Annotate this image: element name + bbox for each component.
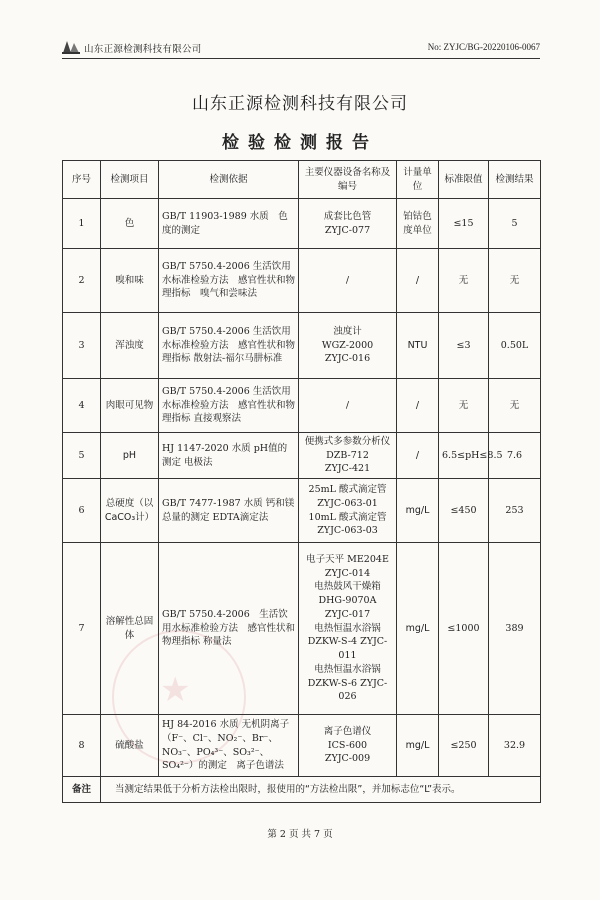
header-seq: 序号 — [63, 161, 101, 199]
row-unit: mg/L — [397, 543, 439, 715]
instrument-line: 便携式多参数分析仪 DZB-712 — [304, 435, 391, 461]
row-instrument — [299, 313, 397, 379]
table-row — [63, 249, 541, 313]
row-instrument — [299, 543, 397, 715]
remark-text: 当测定结果低于分析方法检出限时，报使用的“方法检出限”，并加标志位“L”表示。 — [101, 777, 541, 803]
header-company-name: 山东正源检测科技有限公司 — [84, 44, 202, 55]
instrument-line: 成套比色管 — [323, 210, 372, 222]
row-result: 0.50L — [489, 313, 541, 379]
instrument-line: 10mL 酸式滴定管 — [308, 511, 387, 523]
row-result: 253 — [489, 479, 541, 543]
row-basis: GB/T 5750.4-2006 生活饮用水标准检验方法 感官性状和物理指标 嗅气和尝味法 — [159, 249, 299, 313]
instrument-line: ZYJC-009 — [324, 753, 371, 765]
row-unit: mg/L — [397, 479, 439, 543]
instrument-line: / — [345, 399, 350, 411]
header-item: 检测项目 — [101, 161, 159, 199]
instrument-line: ICS-600 — [327, 739, 368, 751]
header-unit: 计量单位 — [397, 161, 439, 199]
row-item: 浑浊度 — [101, 313, 159, 379]
header-instrument: 主要仪器设备名称及编号 — [299, 161, 397, 199]
row-item: 溶解性总固体 — [101, 543, 159, 715]
row-result: 无 — [489, 379, 541, 433]
instrument-line: ZYJC-421 — [324, 463, 371, 475]
row-basis: GB/T 11903-1989 水质 色度的测定 — [159, 199, 299, 249]
test-results-table — [62, 160, 541, 803]
row-limit: 无 — [439, 249, 489, 313]
table-row — [63, 199, 541, 249]
instrument-line: / — [345, 274, 350, 286]
row-item: 肉眼可见物 — [101, 379, 159, 433]
star-icon: ★ — [160, 670, 191, 710]
remark-row — [63, 777, 541, 803]
row-seq: 8 — [63, 715, 101, 777]
row-basis: GB/T 7477-1987 水质 钙和镁总量的测定 EDTA滴定法 — [159, 479, 299, 543]
row-basis: GB/T 5750.4-2006 生活饮用水标准检验方法 感官性状和物理指标 散射法-福尔马肼标准 — [159, 313, 299, 379]
instrument-line: ZYJC-063-01 — [317, 497, 378, 509]
table-row — [63, 543, 541, 715]
report-number: No: ZYJC/BG-20220106-0067 — [427, 42, 540, 52]
row-basis: HJ 84-2016 水质 无机阴离子（F⁻、Cl⁻、NO₂⁻、Br⁻、NO₃⁻、PO₄³⁻、SO₃²⁻、SO₄²⁻）的测定 离子色谱法 — [159, 715, 299, 777]
instrument-line: 离子色谱仪 — [323, 725, 372, 737]
page-header — [62, 38, 540, 59]
row-item: 色 — [101, 199, 159, 249]
header-basis: 检测依据 — [159, 161, 299, 199]
row-basis: GB/T 5750.4-2006 生活饮用水标准检验方法 感官性状和物理指标 直接观察法 — [159, 379, 299, 433]
instrument-line: ZYJC-063-03 — [317, 525, 378, 537]
table-row — [63, 379, 541, 433]
row-basis: HJ 1147-2020 水质 pH值的测定 电极法 — [159, 433, 299, 479]
table-row — [63, 715, 541, 777]
header-limit: 标准限值 — [439, 161, 489, 199]
instrument-line: DHG-9070A — [318, 595, 377, 607]
instrument-line: 电子天平 ME204E — [306, 553, 389, 565]
row-item: 总硬度（以CaCO₃计） — [101, 479, 159, 543]
row-result: 389 — [489, 543, 541, 715]
header-result: 检测结果 — [489, 161, 541, 199]
table-header-row — [63, 161, 541, 199]
row-seq: 1 — [63, 199, 101, 249]
company-logo-icon — [62, 39, 80, 54]
row-result: 32.9 — [489, 715, 541, 777]
row-limit: ≤450 — [439, 479, 489, 543]
instrument-line: 电热鼓风干燥箱 — [314, 581, 381, 593]
table-row — [63, 479, 541, 543]
row-limit: ≤15 — [439, 199, 489, 249]
row-instrument — [299, 433, 397, 479]
instrument-line: 浊度计 — [333, 325, 362, 337]
row-limit: ≤250 — [439, 715, 489, 777]
company-title: 山东正源检测科技有限公司 — [192, 94, 408, 114]
instrument-line: ZYJC-016 — [324, 353, 371, 365]
row-basis: GB/T 5750.4-2006 生活饮用水标准检验方法 感官性状和物理指标 称量法 — [159, 543, 299, 715]
row-limit: ≤3 — [439, 313, 489, 379]
page-number: 第 2 页 共 7 页 — [267, 829, 333, 840]
row-instrument — [299, 379, 397, 433]
row-unit: / — [397, 379, 439, 433]
row-instrument — [299, 199, 397, 249]
report-title: 检验检测报告 — [222, 133, 378, 153]
instrument-line: ZYJC-017 — [324, 608, 371, 620]
table-row — [63, 313, 541, 379]
row-instrument — [299, 715, 397, 777]
instrument-line: ZYJC-077 — [324, 224, 371, 236]
table-row — [63, 433, 541, 479]
row-unit: / — [397, 249, 439, 313]
instrument-line: ZYJC-014 — [324, 567, 371, 579]
row-result: 5 — [489, 199, 541, 249]
row-item: 硫酸盐 — [101, 715, 159, 777]
row-unit: NTU — [397, 313, 439, 379]
row-item: 嗅和味 — [101, 249, 159, 313]
row-result: 7.6 — [489, 433, 541, 479]
row-limit: 无 — [439, 379, 489, 433]
row-instrument — [299, 479, 397, 543]
instrument-line: 25mL 酸式滴定管 — [308, 483, 387, 495]
row-unit: / — [397, 433, 439, 479]
instrument-line: WGZ-2000 — [321, 339, 374, 351]
instrument-line: 电热恒温水浴锅 — [314, 663, 381, 675]
instrument-line: 电热恒温水浴锅 — [314, 622, 381, 634]
row-unit: 铂钴色度单位 — [397, 199, 439, 249]
row-unit: mg/L — [397, 715, 439, 777]
instrument-line: DZKW-S-4 ZYJC-011 — [307, 636, 388, 662]
row-seq: 4 — [63, 379, 101, 433]
remark-label: 备注 — [63, 777, 101, 803]
row-seq: 6 — [63, 479, 101, 543]
instrument-line: DZKW-S-6 ZYJC-026 — [307, 677, 388, 703]
row-limit: ≤1000 — [439, 543, 489, 715]
row-seq: 3 — [63, 313, 101, 379]
row-result: 无 — [489, 249, 541, 313]
row-seq: 2 — [63, 249, 101, 313]
row-instrument — [299, 249, 397, 313]
row-seq: 5 — [63, 433, 101, 479]
row-item: pH — [101, 433, 159, 479]
row-seq: 7 — [63, 543, 101, 715]
row-limit: 6.5≤pH≤8.5 — [439, 433, 489, 479]
